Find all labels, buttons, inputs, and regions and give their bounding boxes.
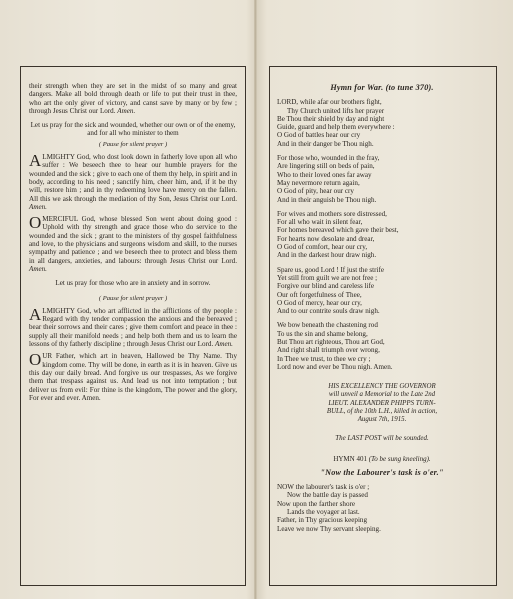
hymn-verse-1: LORD, while afar our brothers fight, Thy Church united lifts her prayer Be Thou their shield by day and night Guide, guard and help them everywhere : O God of battles hear our cry And in their danger be Thou nigh. bbox=[277, 98, 395, 148]
hymn-for-war-title: Hymn for War. (to tune 370). bbox=[330, 83, 434, 92]
right-page bbox=[277, 82, 487, 533]
lords-prayer: OUR Father, which art in heaven, Hallowed be Thy Name. Thy kingdom come. Thy will be done, in earth as it is in heaven. Give us this day our daily bread. And forgive us our trespasses, As we forgive them that trespass against us. And lead us not into temptation ; but deliver us from evil: For thine is the kingdom, The power and the glory, For ever and ever. Amen. bbox=[29, 350, 237, 402]
prayer-ministers: OMERCIFUL God, whose blessed Son went about doing good : Uphold with thy strength and grace those who do service to the wounded and the sick ; grant to the ministers of thy gospel faithfulness and love, to the physicians and surgeons wisdom and skill, to the nurses sympathy and patience ; and we beseech thee to protect and bless them in all dangers, anxieties, and labours: through Jesus Christ our Lord. Amen. bbox=[29, 213, 237, 273]
hymn-verse-5: We bow beneath the chastening rod To us the sin and shame belong, But Thou art righteous, Thou art God, And right shall triumph over wrong, In Thee we trust, to thee we cry ; Lord now and ever be Thou nigh. Amen. bbox=[277, 321, 393, 371]
left-page bbox=[29, 82, 237, 402]
hymn-verse-4: Spare us, good Lord ! If just the strife Yet still from guilt we are not free ; Forgive our blind and careless life Our oft forgetfulness of Thee, O God of mercy, hear our cry, And to our contrite souls draw nigh. bbox=[277, 265, 384, 316]
labourer-hymn-title: "Now the Labourer's task is o'er." bbox=[320, 467, 444, 477]
last-post-notice: The LAST POST will be sounded. bbox=[335, 434, 429, 443]
pray-sick-heading: Let us pray for the sick and wounded, whether our own or of the enemy, and for all who minister to them bbox=[30, 121, 236, 138]
pause-note-2: ( Pause for silent prayer ) bbox=[98, 294, 168, 302]
labourer-hymn-verse: NOW the labourer's task is o'er ; Now the battle day is passed Now upon the farther shore Lands the voyager at last. Father, in Thy gracious keeping Leave we now Thy servant sleeping. bbox=[277, 483, 381, 533]
pray-anxiety-heading: Let us pray for those who are in anxiety and in sorrow. bbox=[55, 279, 211, 288]
prayer-intro: their strength when they are set in the midst of so many and great dangers. Make all bold through death or life to put their trust in thee, who art the only giver of victory, and canst save by many or by few ; through Jesus Christ our Lord. Amen. bbox=[29, 82, 237, 115]
hymn-verse-2: For those who, wounded in the fray, Are lingering still on beds of pain, Who to their loved ones far away May nevermore return again, O God of pity, hear our cry And in their anguish be Thou nigh. bbox=[277, 154, 380, 204]
prayer-bereaved: ALMIGHTY God, who art afflicted in the afflictions of thy people : Regard with thy tender compassion the anxious and the bereaved ; bear their sorrows and their cares ; give them comfort and peace in thee : supply all their manifold needs ; and help both them and us to learn the lessons of thy fatherly discipline ; through Jesus Christ our Lord. Amen. bbox=[29, 304, 237, 349]
prayer-wounded: ALMIGHTY God, who dost look down in fatherly love upon all who suffer : We beseech thee to hear our humble prayers for the wounded and the sick ; give to each one of them thy help, in spirit and in body, according to his need ; sanctify him, cheer him, and, if it be thy will, restore him ; and in thy redeeming love have mercy on the fallen. All this we ask through the mediation of thy Son, Jesus Christ our Lord. Amen. bbox=[29, 151, 237, 211]
center-fold bbox=[254, 0, 257, 599]
hymn-verse-3: For wives and mothers sore distressed, For all who wait in silent fear, For homes bereaved which gave their best, For hearts now desolate and drear, O God of comfort, hear our cry, And in the darkest hour draw nigh. bbox=[277, 209, 399, 260]
pause-note-1: ( Pause for silent prayer ) bbox=[98, 140, 168, 148]
governor-notice: HIS EXCELLENCY THE GOVERNOR will unveil a Memorial to the Late 2nd LIEUT. ALEXANDER PHIPPS TURN- BULL, of the 10th L.H., killed in action, August 7th, 1915. bbox=[326, 383, 438, 424]
hymn-401-heading: HYMN 401 (To be sung kneeling). bbox=[333, 454, 431, 463]
